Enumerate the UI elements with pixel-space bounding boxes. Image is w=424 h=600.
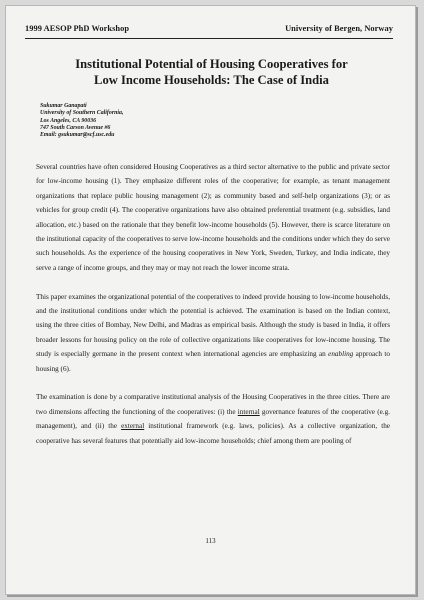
paragraph-2-emphasis: enabling xyxy=(328,350,354,359)
author-name: Sukumar Ganapati xyxy=(40,103,87,109)
author-affiliation: University of Southern California, xyxy=(40,110,124,117)
header-right: University of Bergen, Norway xyxy=(285,24,393,33)
header-left: 1999 AESOP PhD Workshop xyxy=(25,24,130,33)
document-page xyxy=(5,5,416,595)
header-rule xyxy=(25,38,393,39)
paragraph-2 xyxy=(36,290,390,376)
author-email: Email: gsukumar@scf.usc.edu xyxy=(40,132,115,139)
paragraph-3-part-a: The examination is done by a comparative institutional analysis of the Housing Cooperatives in the three cities. There are two dimensions affecting the functioning of the cooperatives: (i) the xyxy=(36,393,390,416)
author-street: 747 South Carson Avenue #6 xyxy=(40,124,111,131)
paragraph-3-part-b: governance features of the cooperative (e.g. management), and (ii) the xyxy=(36,407,390,431)
paragraph-3 xyxy=(36,390,390,448)
title-line-1: Institutional Potential of Housing Cooperatives for xyxy=(75,57,348,71)
paragraph-3-underline-external: external xyxy=(121,422,145,431)
paragraph-2-part-b: approach to housing (6). xyxy=(36,350,390,373)
body-text xyxy=(36,160,390,462)
author-block xyxy=(40,103,123,139)
title-line-2: Low Income Households: The Case of India xyxy=(94,73,329,87)
running-header xyxy=(25,24,393,33)
paper-title xyxy=(32,56,391,88)
paragraph-3-part-c: institutional framework (e.g. laws, policies). As a collective organization, the cooperative has several features that potentially aid low-income households; chief among them are pooling of xyxy=(36,422,390,445)
paragraph-2-part-a: This paper examines the organizational potential of the cooperatives to indeed provide housing to low-income households, and the institutional conditions under which the potential is achieved. The examination is based on the Indian context, using the three cities of Bombay, New Delhi, and Madras as empirical basis. Although the study is based in India, it offers broader lessons for housing policy on the role of collective organizations like cooperatives for low-income housing. The study is especially germane in the present context when international agencies are emphasizing an xyxy=(36,292,390,359)
page-number: 113 xyxy=(205,537,216,545)
author-city: Los Angeles, CA 90036 xyxy=(40,117,97,124)
paragraph-1: Several countries have often considered Housing Cooperatives as a third sector alternative to the public and private sector for low-income housing (1). They emphasize different roles of the cooperative; for example, as tenant management organizations that replace public housing management (2); as community based and self-help organizations (3); or as vehicles for group credit (4). The cooperative organizations have also obtained preferential treatment (e.g. subsidies, land allocation, etc.) based on the rationale that they benefit low-income households (5). However, there is scarce literature on the institutional capacity of the cooperatives to serve low-income households and the conditions under which they do serve such households. As the experience of the housing cooperatives in New York, Sweden, Turkey, and India indicate, they serve a range of income groups, and they may or may not reach the lower income strata. xyxy=(36,163,390,272)
paragraph-3-underline-internal: internal xyxy=(237,407,260,416)
